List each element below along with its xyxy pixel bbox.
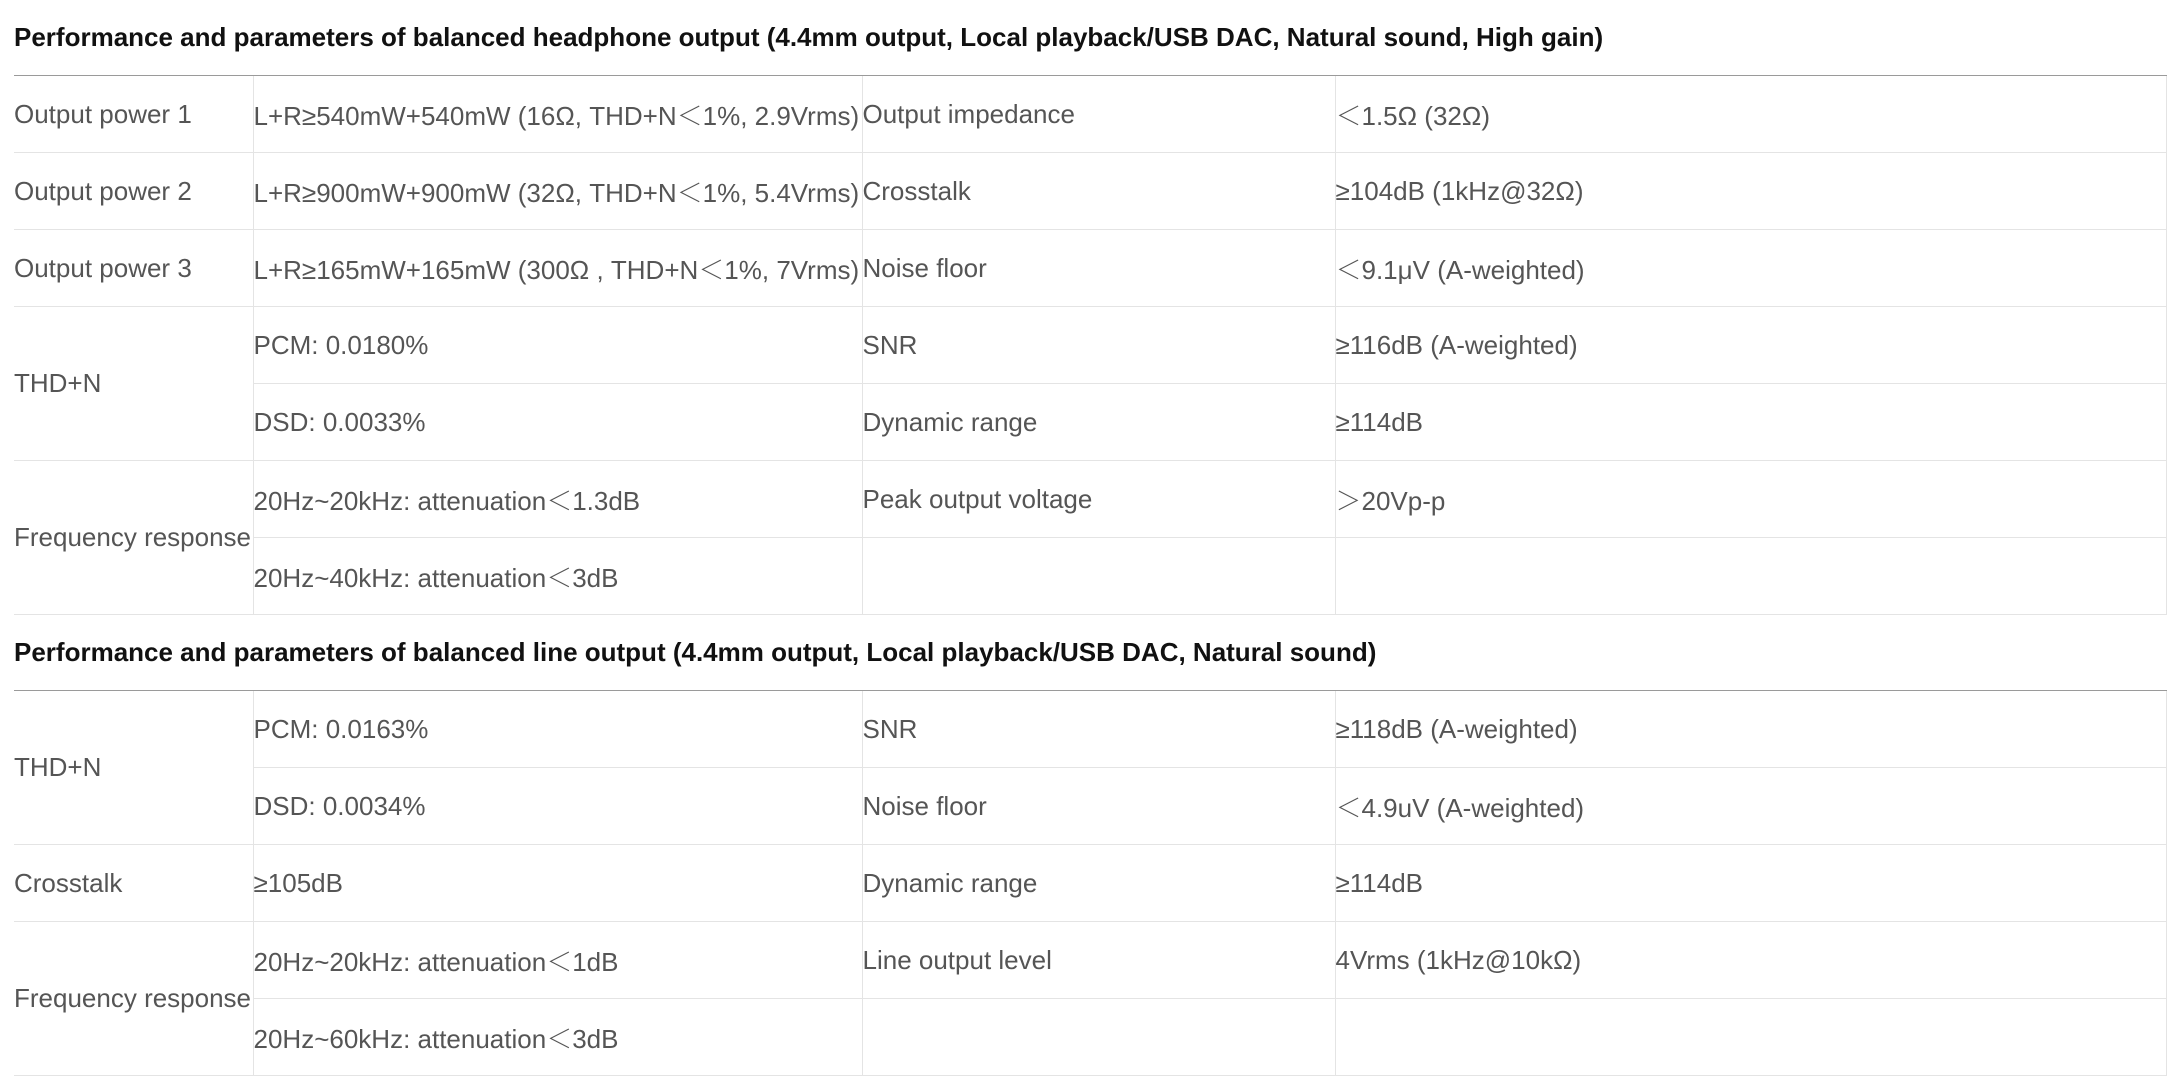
param-label: SNR xyxy=(862,691,1335,768)
param-label: THD+N xyxy=(14,691,253,845)
table-row xyxy=(14,768,2166,845)
param-value: PCM: 0.0180% xyxy=(253,307,862,384)
table-row xyxy=(14,307,2166,384)
param-label: SNR xyxy=(862,307,1335,384)
table-row xyxy=(14,153,2166,230)
table-row xyxy=(14,691,2166,768)
param-label: Dynamic range xyxy=(862,384,1335,461)
param-value: DSD: 0.0034% xyxy=(253,768,862,845)
param-label xyxy=(862,538,1335,615)
param-value: ＜1.5Ω (32Ω) xyxy=(1335,76,2166,153)
param-label: Frequency response xyxy=(14,922,253,1076)
param-value: ≥104dB (1kHz@32Ω) xyxy=(1335,153,2166,230)
param-value: 4Vrms (1kHz@10kΩ) xyxy=(1335,922,2166,999)
param-value: L+R≥900mW+900mW (32Ω, THD+N＜1%, 5.4Vrms) xyxy=(253,153,862,230)
param-label: Dynamic range xyxy=(862,845,1335,922)
param-label: Noise floor xyxy=(862,230,1335,307)
param-value: ＜9.1μV (A-weighted) xyxy=(1335,230,2166,307)
param-value: L+R≥165mW+165mW (300Ω , THD+N＜1%, 7Vrms) xyxy=(253,230,862,307)
param-value: 20Hz~20kHz: attenuation＜1.3dB xyxy=(253,461,862,538)
section-title: Performance and parameters of balanced line output (4.4mm output, Local playback/USB DAC, Natural sound) xyxy=(14,615,2166,691)
param-value: ≥114dB xyxy=(1335,384,2166,461)
param-value xyxy=(1335,538,2166,615)
param-value: ≥114dB xyxy=(1335,845,2166,922)
section-header-line-output xyxy=(14,615,2166,691)
section-header-headphone xyxy=(14,0,2166,76)
param-value: ≥105dB xyxy=(253,845,862,922)
param-label: Output power 3 xyxy=(14,230,253,307)
param-value: DSD: 0.0033% xyxy=(253,384,862,461)
param-label: Output impedance xyxy=(862,76,1335,153)
param-value: ＜4.9uV (A-weighted) xyxy=(1335,768,2166,845)
param-label: Peak output voltage xyxy=(862,461,1335,538)
param-value: L+R≥540mW+540mW (16Ω, THD+N＜1%, 2.9Vrms) xyxy=(253,76,862,153)
param-value: PCM: 0.0163% xyxy=(253,691,862,768)
table-row xyxy=(14,999,2166,1076)
param-value: ≥118dB (A-weighted) xyxy=(1335,691,2166,768)
param-label: THD+N xyxy=(14,307,253,461)
param-label xyxy=(862,999,1335,1076)
param-value: 20Hz~60kHz: attenuation＜3dB xyxy=(253,999,862,1076)
param-value xyxy=(1335,999,2166,1076)
table-row xyxy=(14,845,2166,922)
table-row xyxy=(14,922,2166,999)
param-label: Crosstalk xyxy=(862,153,1335,230)
table-row xyxy=(14,230,2166,307)
param-value: ≥116dB (A-weighted) xyxy=(1335,307,2166,384)
table-row xyxy=(14,76,2166,153)
table-row xyxy=(14,538,2166,615)
param-label: Output power 1 xyxy=(14,76,253,153)
spec-table xyxy=(14,0,2167,1076)
table-row xyxy=(14,384,2166,461)
param-label: Noise floor xyxy=(862,768,1335,845)
param-value: 20Hz~40kHz: attenuation＜3dB xyxy=(253,538,862,615)
param-value: ＞20Vp-p xyxy=(1335,461,2166,538)
param-label: Frequency response xyxy=(14,461,253,615)
table-row xyxy=(14,461,2166,538)
param-value: 20Hz~20kHz: attenuation＜1dB xyxy=(253,922,862,999)
param-label: Line output level xyxy=(862,922,1335,999)
section-title: Performance and parameters of balanced headphone output (4.4mm output, Local playback/USB DAC, Natural sound, High gain) xyxy=(14,0,2166,76)
param-label: Crosstalk xyxy=(14,845,253,922)
param-label: Output power 2 xyxy=(14,153,253,230)
